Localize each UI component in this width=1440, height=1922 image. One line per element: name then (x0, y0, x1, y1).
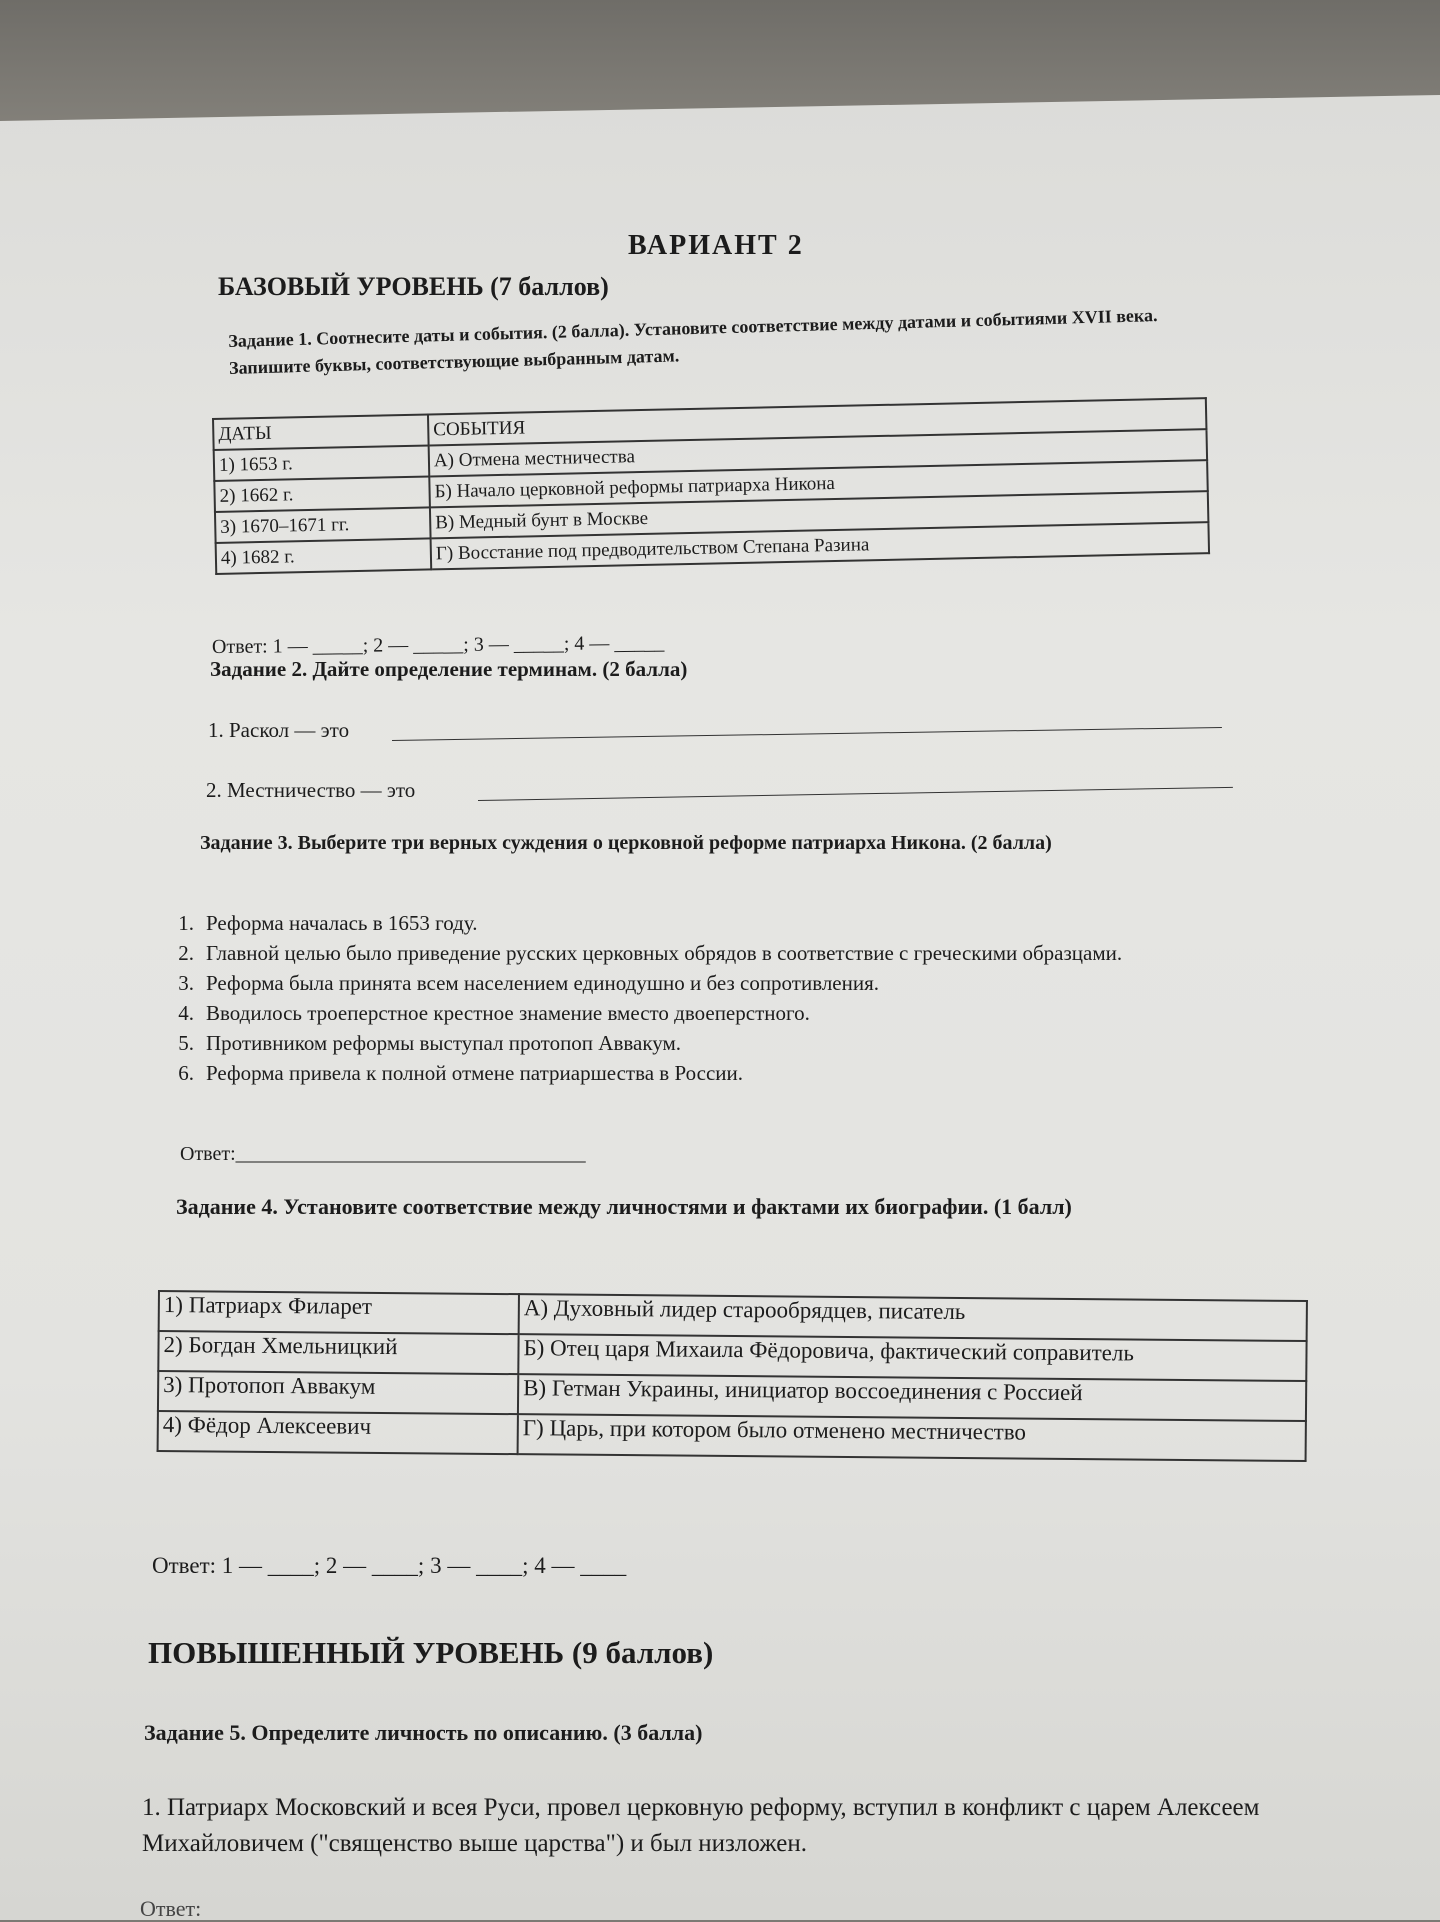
task4-heading: Задание 4. Установите соответствие между личностями и фактами их биографии. (1 балл) (176, 1194, 1072, 1219)
task5-answer-line: Ответ: (140, 1896, 202, 1921)
date-cell: 4) 1682 г. (216, 538, 432, 573)
list-item (150, 968, 1300, 998)
task3-answer-line: Ответ:___________________________________ (180, 1143, 586, 1165)
item-text: Реформа началась в 1653 году. (206, 911, 478, 935)
item-text: Реформа привела к полной отмене патриаршества в России. (206, 1061, 744, 1085)
list-item (150, 998, 1300, 1028)
definition-mestnichestvo-line (478, 787, 1233, 801)
task1-answer-line: Ответ: 1 — _____; 2 — _____; 3 — _____; 4 — _____ (211, 632, 665, 658)
task5-item-1: 1. Патриарх Московский и всея Руси, провел церковную реформу, вступил в конфликт с царем Алексеем Михайловичем ("священство выше царства") и был низложен. (142, 1794, 1260, 1857)
event-cell: В) Медный бунт в Москве (430, 491, 1208, 538)
task1-instructions: Задание 1. Соотнесите даты и события. (2 балла). Установите соответствие между датами и событиями XVII века. Запишите буквы, соответствующие выбранным датам. (228, 305, 1158, 378)
fact-cell: А) Духовный лидер старообрядцев, писатель (519, 1294, 1307, 1341)
fact-cell: Г) Царь, при котором было отменено местничество (518, 1414, 1306, 1461)
task1-table (212, 397, 1210, 575)
event-cell: Г) Восстание под предводительством Степана Разина (431, 522, 1209, 569)
basic-level-heading: БАЗОВЫЙ УРОВЕНЬ (7 баллов) (218, 272, 609, 301)
task2-heading: Задание 2. Дайте определение терминам. (2 балла) (210, 657, 688, 681)
item-number: 5. (178, 1031, 194, 1055)
task3-heading: Задание 3. Выберите три верных суждения о церковной реформе патриарха Никона. (2 балла) (200, 832, 1052, 854)
advanced-level-heading: ПОВЫШЕННЫЙ УРОВЕНЬ (9 баллов) (148, 1635, 714, 1670)
dates-header: ДАТЫ (213, 414, 429, 449)
item-number: 4. (178, 1001, 194, 1025)
date-cell: 3) 1670–1671 гг. (215, 507, 431, 542)
definition-raskol-line (392, 727, 1222, 741)
person-cell: 4) Фёдор Алексеевич (158, 1411, 518, 1454)
item-number: 1. (178, 911, 194, 935)
task5-heading: Задание 5. Определите личность по описанию. (3 балла) (144, 1720, 703, 1745)
item-text: Реформа была принята всем населением единодушно и без сопротивления. (206, 971, 880, 995)
variant-title: ВАРИАНТ 2 (628, 230, 804, 261)
item-number: 6. (178, 1061, 194, 1085)
fact-cell: Б) Отец царя Михаила Фёдоровича, фактический соправитель (518, 1334, 1306, 1381)
item-text: Главной целью было приведение русских церковных обрядов в соответствие с греческими образцами. (206, 941, 1123, 965)
item-number: 2. (178, 941, 194, 965)
definition-raskol-label: 1. Раскол — это (208, 718, 350, 742)
event-cell: Б) Начало церковной реформы патриарха Никона (429, 460, 1207, 507)
item-text: Вводилось троеперстное крестное знамение вместо двоеперстного. (206, 1001, 810, 1025)
list-item (150, 1028, 1300, 1058)
list-item (150, 1058, 1300, 1088)
definition-mestnichestvo-label: 2. Местничество — это (206, 778, 416, 802)
item-number: 3. (178, 971, 194, 995)
task4-answer-line: Ответ: 1 — ____; 2 — ____; 3 — ____; 4 — ____ (152, 1553, 627, 1578)
fact-cell: В) Гетман Украины, инициатор воссоединения с Россией (518, 1374, 1306, 1421)
task3-statement-list (150, 908, 1300, 1088)
date-cell: 2) 1662 г. (214, 476, 430, 511)
date-cell: 1) 1653 г. (214, 445, 430, 480)
person-cell: 2) Богдан Хмельницкий (158, 1331, 518, 1374)
item-text: Противником реформы выступал протопоп Аввакум. (206, 1031, 682, 1055)
list-item (150, 938, 1300, 968)
list-item (150, 908, 1300, 938)
events-header: СОБЫТИЯ (428, 398, 1206, 445)
person-cell: 1) Патриарх Филарет (159, 1291, 519, 1334)
person-cell: 3) Протопоп Аввакум (158, 1371, 518, 1414)
event-cell: А) Отмена местничества (429, 429, 1207, 476)
task4-table (157, 1290, 1308, 1462)
